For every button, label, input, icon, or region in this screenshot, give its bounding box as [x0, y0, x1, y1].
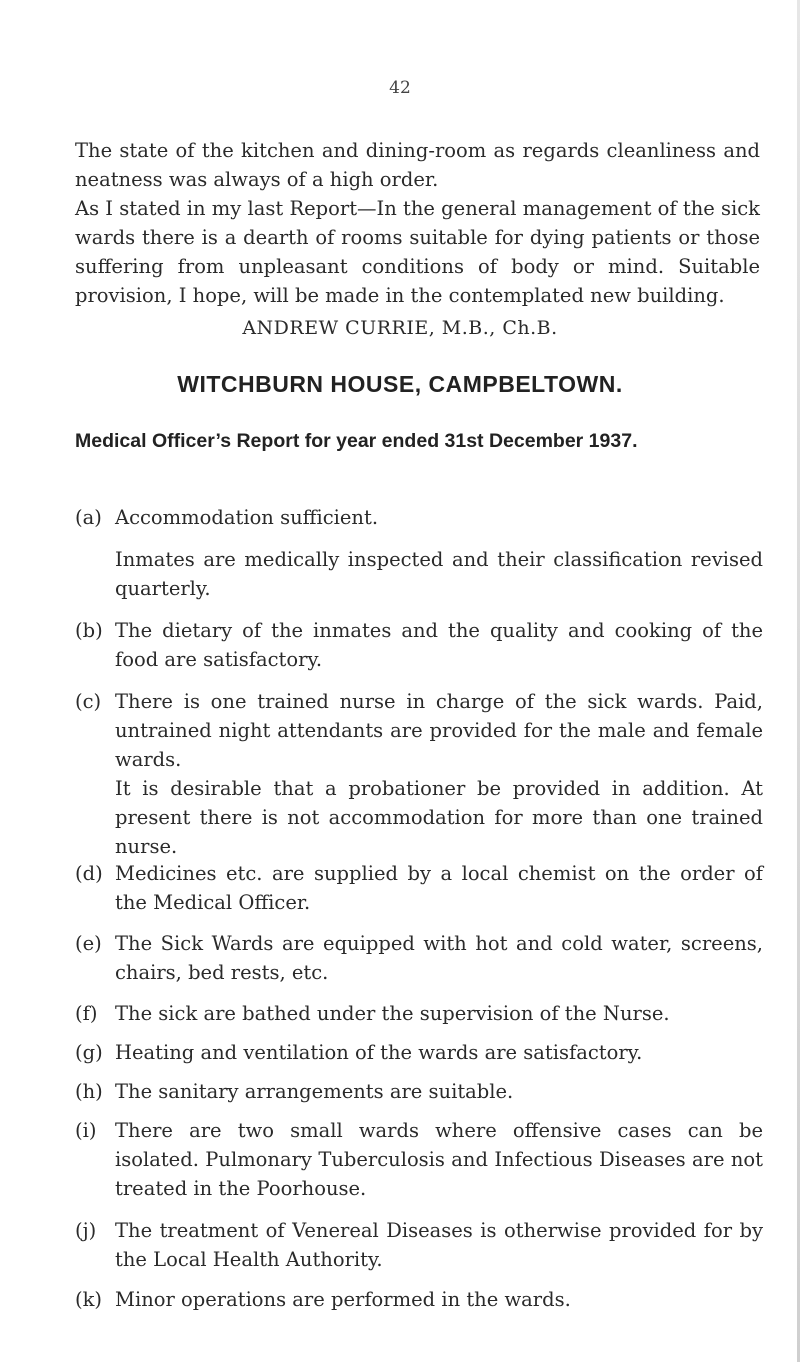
- item-text: Minor operations are performed in the wards.: [115, 1288, 571, 1311]
- item-text: Accommodation sufficient.: [115, 506, 379, 529]
- intro-paragraph-1: The state of the kitchen and dining-room as regards cleanliness and neatness was always of a high order.: [75, 139, 760, 191]
- item-label: (i): [75, 1119, 97, 1142]
- item-text: The sick are bathed under the supervision of the Nurse.: [115, 1002, 670, 1025]
- list-item-continuation: Inmates are medically inspected and their classification revised quarterly.: [115, 548, 763, 600]
- page-number: 42: [389, 78, 411, 98]
- item-label: (a): [75, 506, 102, 529]
- item-text: The treatment of Venereal Diseases is otherwise provided for by the Local Health Authority.: [115, 1219, 763, 1271]
- report-subheading: Medical Officer’s Report for year ended 31st December 1937.: [75, 430, 638, 452]
- item-text: There are two small wards where offensive cases can be isolated. Pulmonary Tuberculosis and Infectious Diseases are not treated in the Poorhouse.: [115, 1119, 763, 1200]
- section-heading: WITCHBURN HOUSE, CAMPBELTOWN.: [177, 371, 623, 397]
- item-text: Medicines etc. are supplied by a local chemist on the order of the Medical Officer.: [115, 862, 763, 914]
- intro-paragraph-2-text: As I stated in my last Report—In the general management of the sick wards there is a dearth of rooms suitable for dying patients or those suffering from unpleasant conditions of body or mind. Suitable provision, I hope, will be made in the contemplated new building.: [75, 197, 760, 307]
- item-label: (j): [75, 1219, 97, 1242]
- item-text: The Sick Wards are equipped with hot and cold water, screens, chairs, bed rests, etc.: [115, 932, 763, 984]
- intro-paragraph-2: [75, 194, 760, 310]
- item-label: (e): [75, 932, 102, 955]
- list-item-continuation: It is desirable that a probationer be provided in addition. At present there is not accommodation for more than one trained nurse.: [115, 777, 763, 858]
- item-label: (h): [75, 1080, 103, 1103]
- item-text: The dietary of the inmates and the quality and cooking of the food are satisfactory.: [115, 619, 763, 671]
- item-label: (d): [75, 862, 103, 885]
- item-text: The sanitary arrangements are suitable.: [115, 1080, 514, 1103]
- item-label: (b): [75, 619, 103, 642]
- signature: ANDREW CURRIE, M.B., Ch.B.: [242, 317, 558, 339]
- item-label: (c): [75, 690, 102, 713]
- item-text: There is one trained nurse in charge of the sick wards. Paid, untrained night attendants are provided for the male and female wards.: [115, 690, 763, 771]
- item-text: Heating and ventilation of the wards are satisfactory.: [115, 1041, 643, 1064]
- item-label: (g): [75, 1041, 103, 1064]
- item-label: (f): [75, 1002, 98, 1025]
- item-label: (k): [75, 1288, 103, 1311]
